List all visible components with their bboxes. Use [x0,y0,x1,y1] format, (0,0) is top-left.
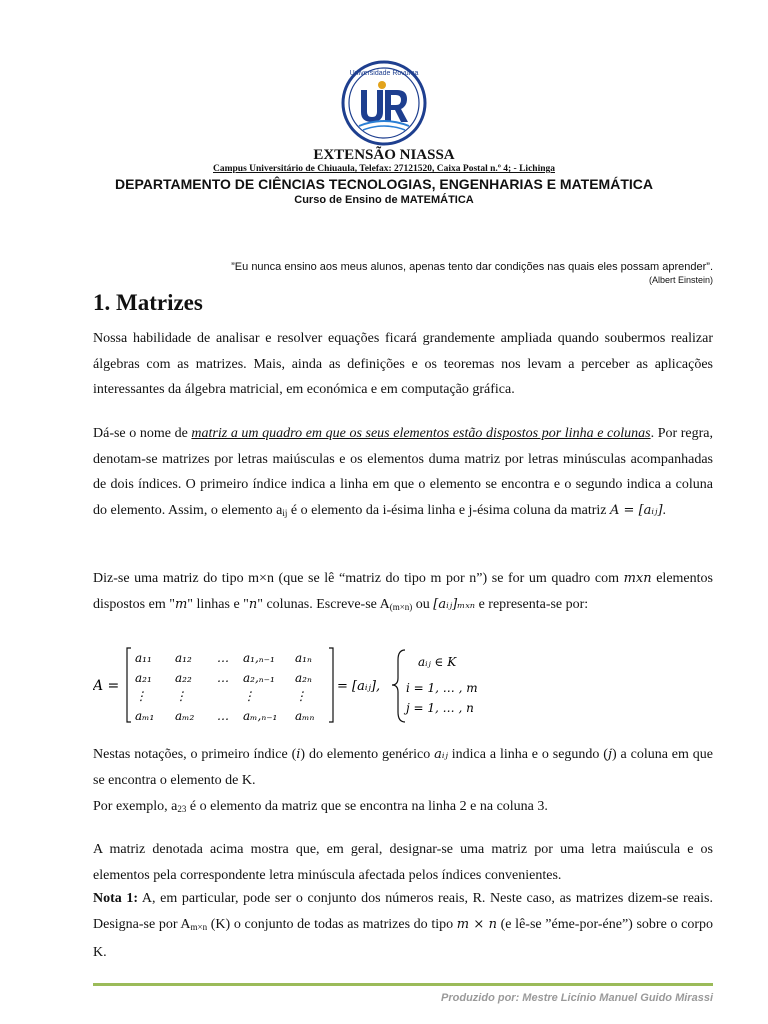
matrix-lhs: A = [93,678,120,694]
condition-brace [392,650,405,722]
condition-3: j = 1, … , n [406,701,474,715]
institution-name: EXTENSÃO NIASSA [313,147,455,163]
logo-text: Universidade Rovuma [349,70,419,77]
paragraph-type: Diz-se uma matriz do tipo m×n (que se lê “matriz do tipo m por n”) se for um quadro com mxn elementos dispostos em "m" linhas e "n" colunas. Escreve-se $A_{(m\times n)}$ ou [aᵢⱼ]ₘₓₙ e representa-se por: [93,571,713,612]
matrix-cell: aₘ₁ [135,709,155,723]
matrix-cell: a₁₁ [135,651,152,665]
matrix-cell: … [217,671,229,685]
matrix-cell: a₂₁ [135,671,152,685]
department-name: DEPARTAMENTO DE CIÊNCIAS TECNOLOGIAS, ENGENHARIAS E MATEMÁTICA [115,176,653,192]
university-logo [341,60,427,146]
matrix-cell: ⋮ [243,689,255,703]
paragraph-definition: Dá-se o nome de matriz a um quadro em que os seus elementos estão dispostos por linha e colunas. Por regra, denotam-se matrizes por letras maiúsculas e os elementos duma matriz por letras minúsculas acompanhadas de dois índices. O primeiro índice indica a linha em que o elemento se encontra e o segundo indica a coluna do elemento. Assim, o elemento $a_{ij}$ é o elemento da i-ésima linha e j-ésima coluna da matriz A = [aᵢⱼ]. [93,426,714,518]
paragraph-intro: Nossa habilidade de analisar e resolver equações ficará grandemente ampliada quando soubermos realizar álgebras com as matrizes. Mais, ainda as definições e os teoremas nos levam a perceber as aplicações interessantes da álgebra matricial, em económica e em computação gráfica. [93,331,713,397]
epigraph-author: (Albert Einstein) [648,275,713,285]
matrix-cell: aₘ₂ [175,709,195,723]
condition-2: i = 1, … , m [406,681,478,695]
epigraph-quote: ”Eu nunca ensino aos meus alunos, apenas tento dar condições nas quais eles possam aprender”. [231,261,713,273]
matrix-cell: ⋮ [135,689,147,703]
left-bracket [127,648,131,722]
matrix-cell: aₘ,ₙ₋₁ [243,709,278,723]
definition-text: matriz a um quadro em que os seus elementos estão dispostos por linha e colunas [191,426,651,441]
footer-divider [93,983,713,986]
paragraph-notation: Nestas notações, o primeiro índice (i) do elemento genérico aᵢⱼ indica a linha e o segundo (j) a coluna em que se encontra o elemento de K. [93,747,714,788]
matrix-equation [93,640,513,730]
campus-address: Campus Universitário de Chiuaula, Telefax: 27121520, Caixa Postal n.º 4; - Lichinga [213,164,555,174]
course-name: Curso de Ensino de MATEMÁTICA [294,194,474,206]
footer-credit: Produzido por: Mestre Licínio Manuel Guido Mirassi [441,992,713,1004]
matrix-cell: a₂,ₙ₋₁ [243,671,275,685]
matrix-cell: a₁ₙ [295,651,312,665]
note-1: Nota 1: A, em particular, pode ser o conjunto dos números reais, R. Neste caso, as matrizes dizem-se reais. Designa-se por $A_{m\times n}$ (K) o conjunto de todas as matrizes do tipo m × n (e lê-se ”éme-por-éne”) sobre o corpo K. [93,891,714,960]
note-label: Nota 1: [93,891,139,906]
paragraph-summary: A matriz denotada acima mostra que, em geral, designar-se uma matriz por uma letra maiúscula e os elementos pela correspondente letra minúscula afectada pelos índices convenientes. [93,842,713,883]
matrix-cell: a₁,ₙ₋₁ [243,651,275,665]
matrix-cell: ⋮ [175,689,187,703]
matrix-cell: a₂ₙ [295,671,312,685]
matrix-cell: … [217,651,229,665]
matrix-equals: = [aᵢⱼ], [337,679,381,694]
condition-1: aᵢⱼ ∈ K [418,655,457,669]
matrix-cell: a₂₂ [175,671,192,685]
matrix-cell: aₘₙ [295,709,315,723]
right-bracket [329,648,333,722]
paragraph-example: Por exemplo, $a_{23}$ é o elemento da matriz que se encontra na linha 2 e na coluna 3. [93,799,548,814]
matrix-cell: ⋮ [295,689,307,703]
matrix-cell: … [217,709,229,723]
matrix-cell: a₁₂ [175,651,192,665]
section-title: 1. Matrizes [93,290,203,315]
